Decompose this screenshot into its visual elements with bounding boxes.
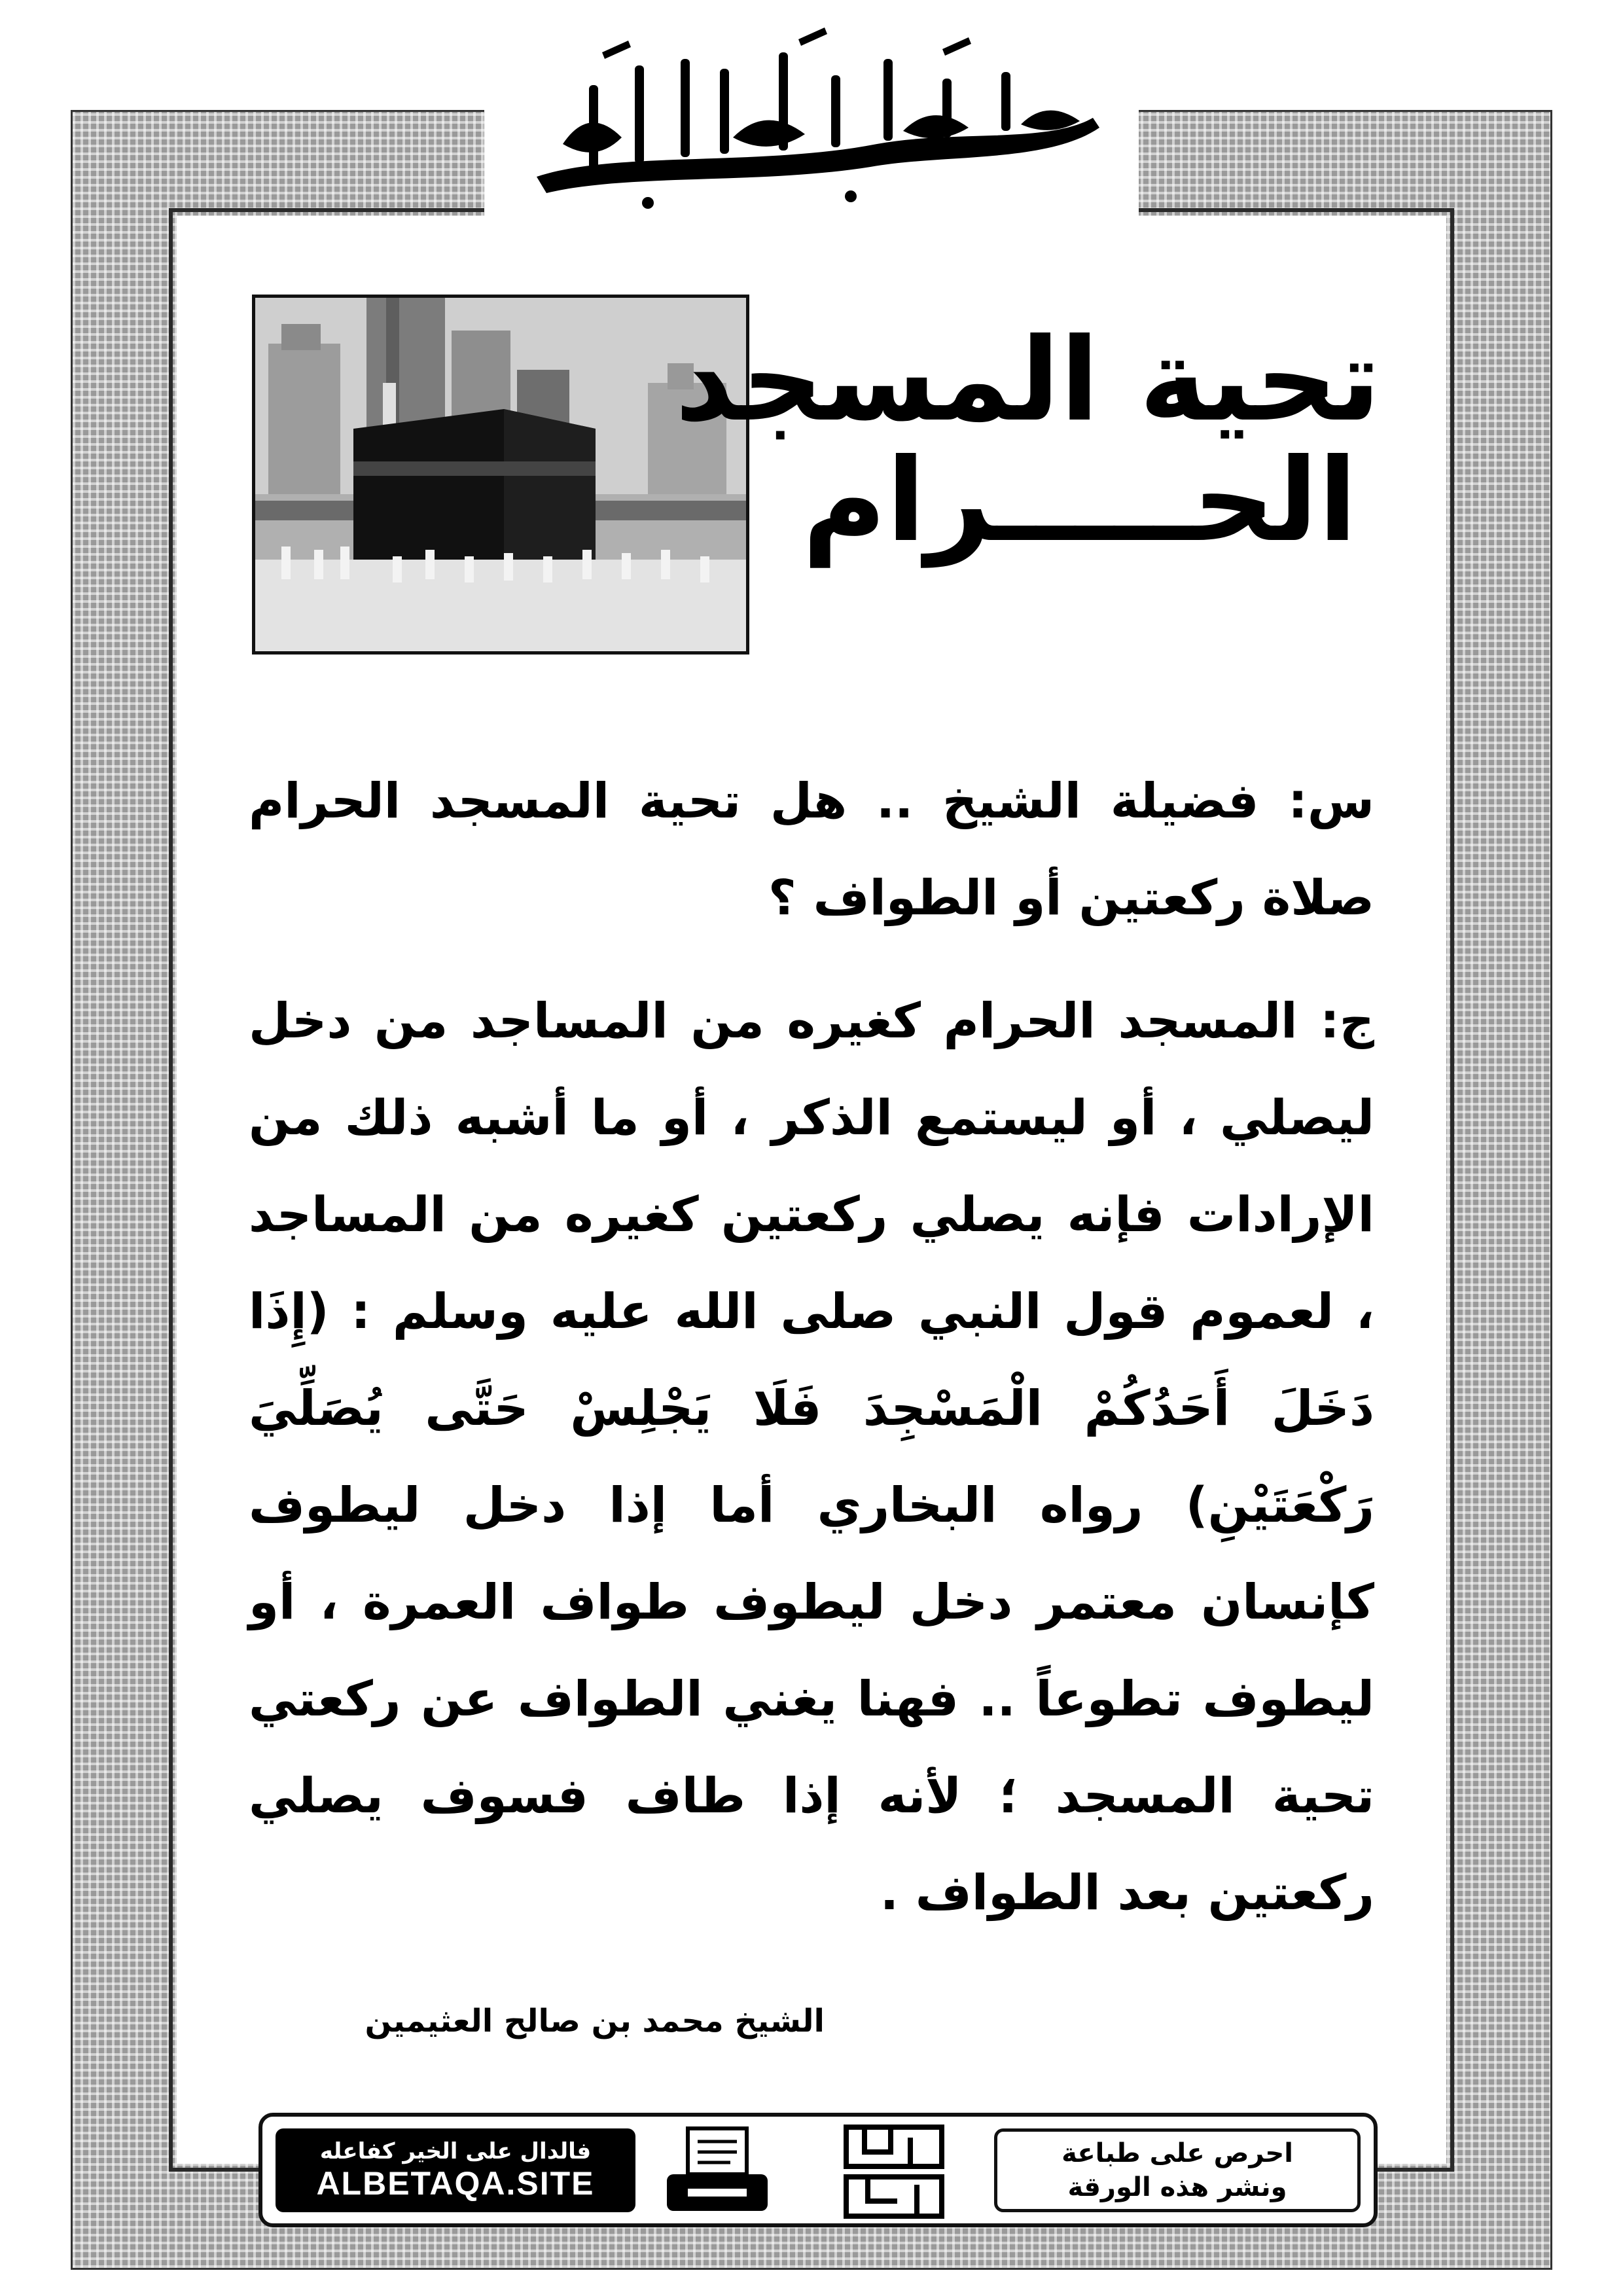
question-paragraph (249, 753, 1374, 946)
author-signature: الشيخ محمد بن صالح العثيمين (365, 2003, 825, 2039)
article-body (249, 753, 1374, 1941)
share-note-line-1: احرص على طباعة (1061, 2138, 1293, 2168)
answer-text: المسجد الحرام كغيره من المساجد من دخل ليصلي ، أو ليستمع الذكر ، أو ما أشبه ذلك من الإرادات فإنه يصلي ركعتين كغيره من المساجد ، لعموم قول النبي صلى الله عليه وسلم : (إِذَا دَخَلَ أَحَدُكُمْ الْمَسْجِدَ فَلَا يَجْلِسْ حَتَّى يُصَلِّيَ رَكْعَتَيْنِ) رواه البخاري أما إذا دخل ليطوف كإنسان معتمر دخل ليطوف طواف العمرة ، أو ليطوف تطوعاً .. فهنا يغني الطواف عن ركعتي تحية المسجد ؛ لأنه إذا طاف فسوف يصلي ركعتين بعد الطواف . (249, 993, 1374, 1921)
share-note (994, 2128, 1361, 2212)
title-line-1: تحية المسجد (675, 314, 1381, 447)
site-link[interactable]: ALBETAQA.SITE (316, 2165, 595, 2202)
page-title (675, 314, 1381, 567)
answer-marker: ج: (1320, 993, 1375, 1049)
basmala-calligraphy (484, 13, 1139, 223)
dawa-logo-icon (838, 2119, 950, 2224)
printer-icon (662, 2123, 773, 2221)
answer-paragraph (249, 973, 1374, 1941)
footer-bar (259, 2113, 1378, 2227)
share-note-line-2: ونشر هذه الورقة (1067, 2172, 1287, 2202)
title-line-2: الحـــــرام (802, 434, 1357, 567)
question-text: فضيلة الشيخ .. هل تحية المسجد الحرام صلاة ركعتين أو الطواف ؟ (249, 773, 1374, 926)
question-marker: س: (1288, 773, 1374, 829)
site-badge (276, 2128, 635, 2212)
footer-tagline: فالدال على الخير كفاعله (319, 2138, 592, 2164)
